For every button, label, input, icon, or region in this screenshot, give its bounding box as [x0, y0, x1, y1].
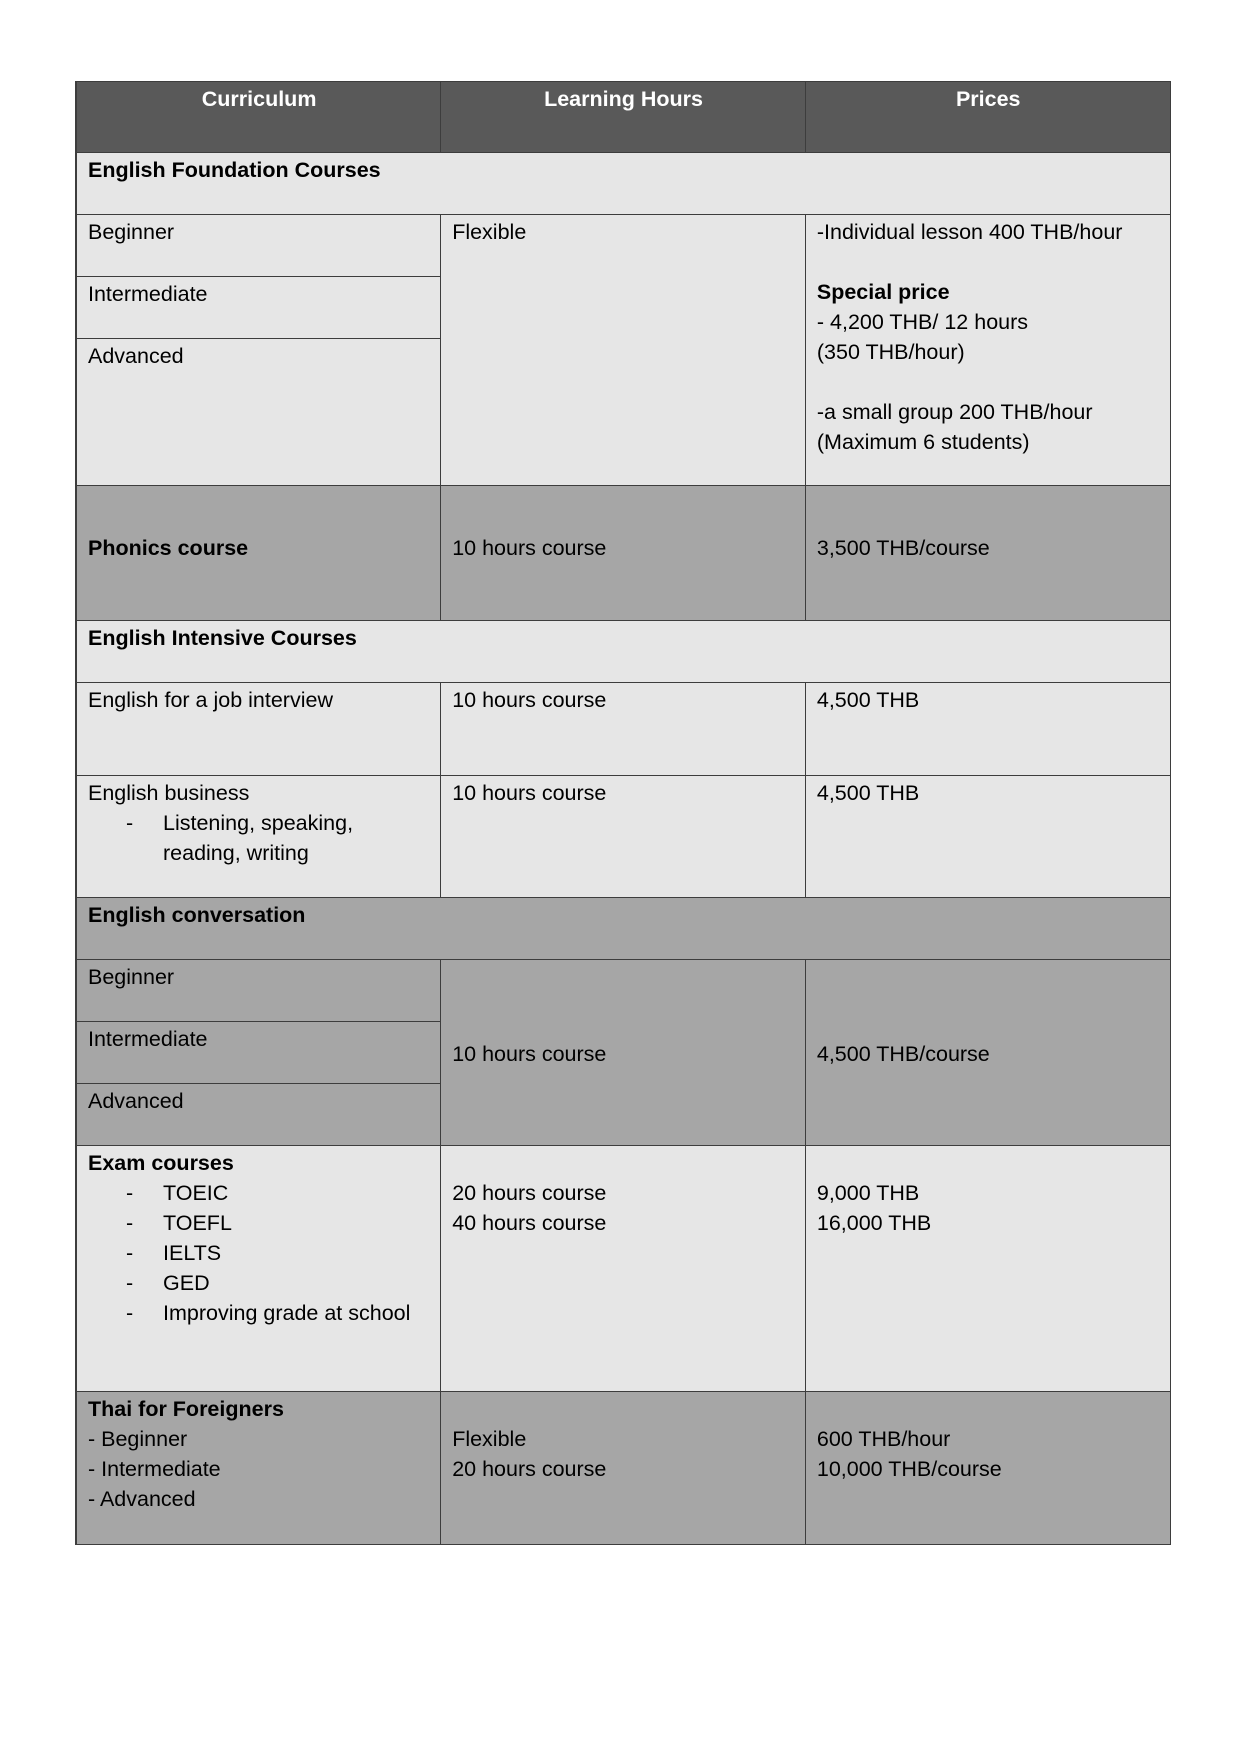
level-cell: Beginner	[76, 215, 441, 277]
header-prices: Prices	[805, 82, 1170, 153]
level-cell: Intermediate	[76, 1022, 441, 1084]
price-line: -a small group 200 THB/hour	[816, 400, 1093, 424]
hours-cell: 10 hours course	[441, 960, 806, 1146]
course-cell-exam	[76, 1146, 441, 1392]
level-line: - Advanced	[88, 1487, 196, 1511]
section-row	[76, 898, 1170, 960]
course-cell-thai	[76, 1392, 441, 1545]
price-line: 9,000 THB	[816, 1181, 920, 1205]
table-row	[76, 776, 1170, 898]
spacer	[817, 247, 1160, 277]
hours-line: 20 hours course	[452, 1181, 607, 1205]
price-line: (350 THB/hour)	[816, 340, 965, 364]
section-title-foundation: English Foundation Courses	[76, 153, 1170, 215]
price-line: -Individual lesson 400 THB/hour	[816, 220, 1123, 244]
hours-cell: Flexible	[441, 215, 806, 486]
prices-cell	[805, 215, 1170, 486]
price-cell	[805, 1392, 1170, 1545]
level-line: - Intermediate	[88, 1457, 221, 1481]
course-name-job-interview: English for a job interview	[76, 683, 441, 776]
course-cell-business	[76, 776, 441, 898]
hours-line: Flexible	[452, 1427, 527, 1451]
price-table	[75, 81, 1171, 1545]
hours-cell: 10 hours course	[441, 776, 806, 898]
course-name-business: English business	[88, 781, 250, 805]
hours-cell	[441, 1392, 806, 1545]
table-row	[76, 215, 1170, 277]
level-cell: Advanced	[76, 1084, 441, 1146]
header-learning-hours: Learning Hours	[441, 82, 806, 153]
level-cell: Advanced	[76, 339, 441, 486]
list-item: - Improving grade at school	[126, 1298, 430, 1328]
price-line: (Maximum 6 students)	[816, 430, 1030, 454]
price-cell: 3,500 THB/course	[805, 486, 1170, 621]
price-line: 600 THB/hour	[816, 1427, 951, 1451]
spacer	[452, 1148, 795, 1178]
special-price-label: Special price	[816, 280, 950, 304]
list-item: - GED	[126, 1268, 430, 1298]
list-item: - TOEIC	[126, 1178, 430, 1208]
spacer	[817, 1394, 1160, 1424]
section-title-intensive: English Intensive Courses	[76, 621, 1170, 683]
price-cell	[805, 1146, 1170, 1392]
price-cell: 4,500 THB/course	[805, 960, 1170, 1146]
hours-line: 20 hours course	[452, 1457, 607, 1481]
exam-list	[88, 1178, 430, 1328]
table-row	[76, 1392, 1170, 1545]
course-name-exam: Exam courses	[88, 1151, 234, 1175]
table-row	[76, 960, 1170, 1022]
list-item: - IELTS	[126, 1238, 430, 1268]
list-item: - Listening, speaking, reading, writing	[126, 808, 430, 868]
course-name-phonics: Phonics course	[76, 486, 441, 621]
hours-cell	[441, 1146, 806, 1392]
section-row	[76, 153, 1170, 215]
hours-line: 40 hours course	[452, 1211, 607, 1235]
list-item: - TOEFL	[126, 1208, 430, 1238]
price-cell: 4,500 THB	[805, 683, 1170, 776]
course-name-thai: Thai for Foreigners	[88, 1397, 284, 1421]
spacer	[452, 1394, 795, 1424]
hours-cell: 10 hours course	[441, 683, 806, 776]
table-row	[76, 1146, 1170, 1392]
table-row	[76, 486, 1170, 621]
spacer	[817, 1148, 1160, 1178]
price-line: 10,000 THB/course	[816, 1457, 1002, 1481]
level-cell: Beginner	[76, 960, 441, 1022]
price-cell: 4,500 THB	[805, 776, 1170, 898]
table-row	[76, 683, 1170, 776]
sub-list	[88, 808, 430, 868]
section-title-conversation: English conversation	[76, 898, 1170, 960]
price-line: 16,000 THB	[816, 1211, 932, 1235]
price-line: - 4,200 THB/ 12 hours	[816, 310, 1029, 334]
header-row	[76, 82, 1170, 153]
header-curriculum: Curriculum	[76, 82, 441, 153]
hours-cell: 10 hours course	[441, 486, 806, 621]
level-line: - Beginner	[88, 1427, 188, 1451]
spacer	[817, 367, 1160, 397]
level-cell: Intermediate	[76, 277, 441, 339]
section-row	[76, 621, 1170, 683]
